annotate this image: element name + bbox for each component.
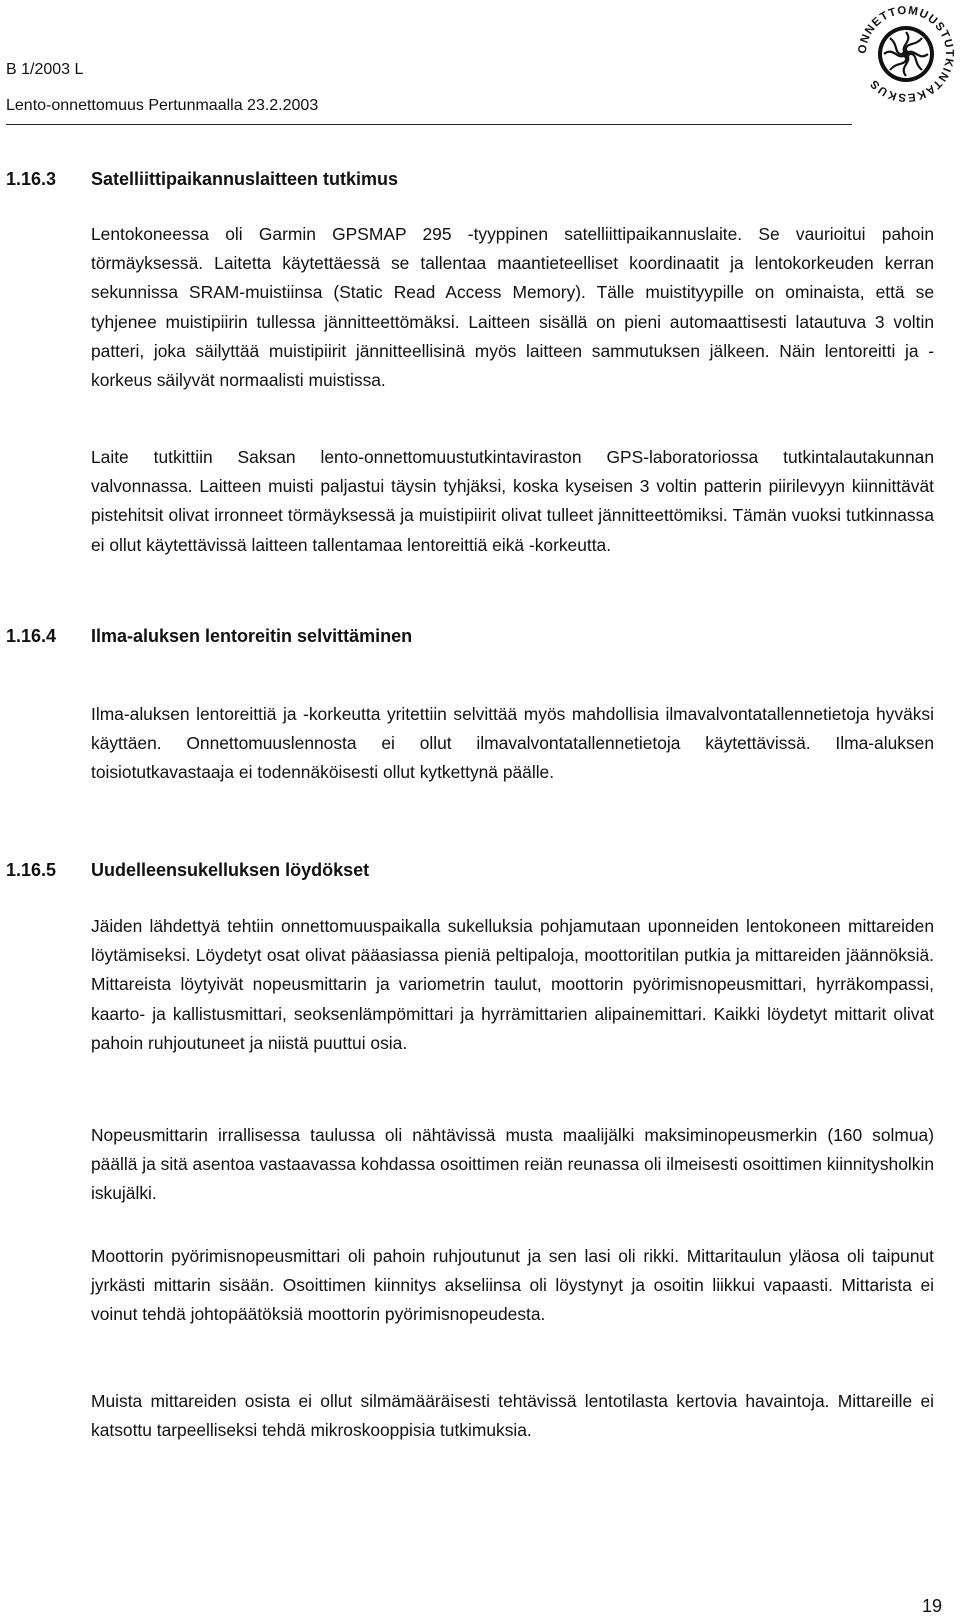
- paragraph: Ilma-aluksen lentoreittiä ja -korkeutta yritettiin selvittää myös mahdollisia ilmavalvontatallennetietoja hyväksi käyttäen. Onnettomuuslennosta ei ollut ilmavalvontatallennetietoja käytettävissä. Ilma-aluksen toisiotutkavastaaja ei todennäköisesti ollut kytkettynä päälle.: [91, 704, 934, 783]
- paragraph: Laite tutkittiin Saksan lento-onnettomuustutkintaviraston GPS-laboratoriossa tutkintalautakunnan valvonnassa. Laitteen muisti paljastui täysin tyhjäksi, koska kyseisen 3 voltin patterin piirilevyyn kiinnittävät pistehitsit olivat irronneet törmäyksessä ja muistipiirit olivat tulleet jännitteettömiksi. Tämän vuoksi tutkinnassa ei ollut käytettävissä laitteen tallentamaa lentoreittiä eikä -korkeutta.: [91, 447, 934, 555]
- paragraph: Moottorin pyörimisnopeusmittari oli pahoin ruhjoutunut ja sen lasi oli rikki. Mittaritaulun yläosa oli taipunut jyrkästi mittarin sisään. Osoittimen kiinnitys akseliinsa oli löystynyt ja osoitin liikkui vapaasti. Mittarista ei voinut tehdä johtopäätöksiä moottorin pyörimisnopeudesta.: [91, 1246, 934, 1325]
- section-1-16-4: [6, 624, 936, 648]
- section-number: 1.16.4: [6, 626, 57, 646]
- agency-logo: [854, 2, 958, 106]
- document-subtitle: Lento-onnettomuus Pertunmaalla 23.2.2003: [6, 97, 319, 114]
- section-heading: [6, 624, 936, 648]
- section-number: 1.16.5: [6, 860, 57, 880]
- section-number: 1.16.3: [6, 169, 57, 189]
- page-number: 19: [922, 1596, 943, 1616]
- section-heading: [6, 858, 936, 882]
- section-title: Satelliittipaikannuslaitteen tutkimus: [91, 169, 399, 189]
- paragraph: Lentokoneessa oli Garmin GPSMAP 295 -tyyppinen satelliittipaikannuslaite. Se vaurioitui pahoin törmäyksessä. Laitetta käytettäessä se tallentaa maantieteelliset koordinaatit ja lentokorkeuden kerran sekunnissa SRAM-muistiinsa (Static Read Access Memory). Tälle muistityypille on ominaista, että se tyhjenee muistipiirin tullessa jännitteettömäksi. Laitteen sisällä on pieni automaattisesti latautuva 3 voltin patteri, joka säilyttää muistipiirit jännitteellisinä myös laitteen sammutuksen jälkeen. Näin lentoreitti ja -korkeus säilyvät normaalisti muistissa.: [91, 224, 934, 391]
- header-rule: [6, 124, 852, 125]
- paragraph: Muista mittareiden osista ei ollut silmämääräisesti tehtävissä lentotilasta kertovia havaintoja. Mittareille ei katsottu tarpeelliseksi tehdä mikroskooppisia tutkimuksia.: [91, 1391, 934, 1441]
- section-1-16-5: [6, 858, 936, 882]
- document-id: B 1/2003 L: [6, 61, 84, 78]
- logo-ring-text: ONNETTOMUUSTUTKINTAKESKUS: [856, 4, 956, 104]
- section-1-16-3: [6, 167, 936, 191]
- section-title: Ilma-aluksen lentoreitin selvittäminen: [91, 626, 413, 646]
- section-heading: [6, 167, 936, 191]
- paragraph: Jäiden lähdettyä tehtiin onnettomuuspaikalla sukelluksia pohjamutaan uponneiden lentokoneen mittareiden löytämiseksi. Löydetyt osat olivat pääasiassa pieniä peltipaloja, moottoritilan putkia ja mittareiden jäännöksiä. Mittareista löytyivät nopeusmittarin ja variometrin taulut, moottorin pyörimisnopeusmittari, hyrräkompassi, kaarto- ja kallistusmittari, seoksenlämpömittari ja hyrrämittarien alipainemittari. Kaikki löydetyt mittarit olivat pahoin ruhjoutuneet ja niistä puuttui osia.: [91, 916, 934, 1053]
- paragraph: Nopeusmittarin irrallisessa taulussa oli nähtävissä musta maalijälki maksiminopeusmerkin (160 solmua) päällä ja sitä asentoa vastaavassa kohdassa osoittimen reiän reunassa oli ilmeisesti osoittimen kiinnitysholkin iskujälki.: [91, 1125, 934, 1204]
- section-title: Uudelleensukelluksen löydökset: [91, 860, 370, 880]
